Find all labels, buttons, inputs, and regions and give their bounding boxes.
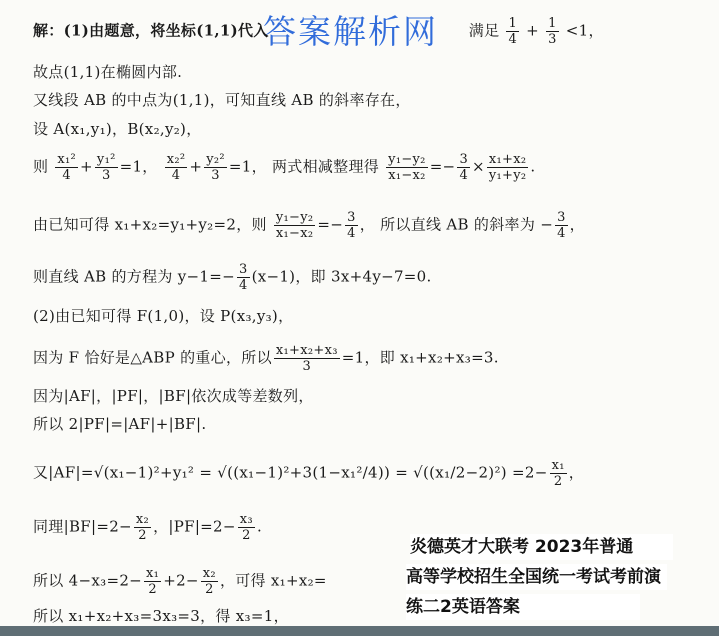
fraction: $\frac{\text{y₁−y₂}}{\text{x₁−x₂}}$ [275,210,314,241]
solution-line-9 [33,343,499,374]
fraction: $\frac{1}{4}$ [508,16,518,47]
fraction: $\frac{\text{x₂}}{2}$ [135,512,150,543]
fraction: $\frac{\text{x₃}}{2}$ [239,512,253,543]
promo-text-line-3: 练二2英语答案 [406,594,640,620]
fraction: $\frac{3}{4}$ [459,152,469,183]
line-text: 同理|BF|=2− [33,517,132,536]
promo-text-line-1: 炎德英才大联考 2023年普通 [410,534,673,560]
solution-line-13: 同理|BF|=2− $\frac{\text{x₂}}{2}$ ，|PF|=2− $\frac{\text{x₃}}{2}$ . [33,512,263,543]
line-text: 则直线 AB 的方程为 y−1=− [33,267,235,286]
line-text: +2− [163,571,199,590]
promo-text-line-2: 高等学校招生全国统一考试考前演 [406,564,667,590]
line-text: 满足 [468,21,500,40]
line-text: (x−1)，即 3x+4y−7=0. [251,267,432,286]
line-text: ，可得 x₁+x₂= [219,571,327,590]
solution-line-10: 因为|AF|，|PF|，|BF|依次成等差数列， [33,387,314,405]
solution-line-11: 所以 2|PF|=|AF|+|BF|. [33,415,207,433]
line-text: 因为 F 恰好是△ABP 的重心，所以 [33,348,272,367]
solution-line-5: 则 $\frac{\text{x₁²}}{4}$ + $\frac{\text{y₁²}}{3}$ =1， $\frac{\text{x₂²}}{4}$ + $\frac{\text{y₂²}}{3}$ =1， 两式相减整理得 $\frac{\text{y₁−y₂}}{\text{x₁−x₂}}$ =− $\frac{3}{4}$ × $\frac{\text{x₁+x₂}}{\text{y₁+y₂}}$ . [33,152,536,183]
solution-line-12: 又|AF|=√(x₁−1)²+y₁² = √((x₁−1)²+3(1−x₁²/4)) = √((x₁/2−2)²) =2− $\frac{\text{x₁}}{2}$ ， [33,458,585,489]
fraction: $\frac{3}{4}$ [347,210,356,241]
fraction: $\frac{\text{y₁²}}{3}$ [96,152,116,183]
fraction: $\frac{\text{x₁+x₂+x₃}}{3}$ [275,343,338,374]
solution-line-1 [33,16,604,47]
fraction: $\frac{\text{y₂²}}{3}$ [206,152,225,183]
fraction: $\frac{\text{x₂}}{2}$ [202,566,216,597]
fraction: $\frac{\text{x₁}}{2}$ [551,458,565,489]
solution-line-8: (2)由已知可得 F(1,0)，设 P(x₃,y₃)， [33,307,294,325]
line-text: 则 [33,157,49,176]
fraction: $\frac{1}{3}$ [548,16,557,47]
bottom-bar [0,626,719,636]
line-text: <1， [565,21,604,40]
solution-line-3: 又线段 AB 的中点为(1,1)，可知直线 AB 的斜率存在， [33,91,411,109]
fraction: $\frac{\text{x₂²}}{4}$ [166,152,186,183]
solution-line-2: 故点(1,1)在椭圆内部. [33,63,183,81]
solution-line-4: 设 A(x₁,y₁)，B(x₂,y₂)， [33,120,202,138]
fraction: $\frac{\text{x₁+x₂}}{\text{y₁+y₂}}$ [488,152,527,183]
radical-expression: √((x₁−1)²+3(1−x₁²/4)) = √((x₁/2−2)²) [217,463,507,482]
line-text: =1，即 x₁+x₂+x₃=3. [341,348,499,367]
solution-line-7 [33,262,432,293]
fraction: $\frac{3}{4}$ [557,210,566,241]
watermark-logo: 答案解析网 [263,12,438,51]
line-text: =2− [511,463,548,482]
fraction: $\frac{\text{y₁−y₂}}{\text{x₁−x₂}}$ [388,152,426,183]
solution-line-14 [33,566,327,597]
fraction: $\frac{\text{x₁}}{2}$ [146,566,160,597]
line-text: 解：(1)由题意，将坐标(1,1)代入 [33,21,269,40]
line-text: ，|PF|=2− [153,517,236,536]
line-text: 由已知可得 x₁+x₂=y₁+y₂=2，则 [33,215,267,234]
fraction: $\frac{3}{4}$ [238,262,248,293]
solution-line-6: 由已知可得 x₁+x₂=y₁+y₂=2，则 $\frac{\text{y₁−y₂}}{\text{x₁−x₂}}$ =− $\frac{3}{4}$ ， 所以直线 AB 的斜率为 − $\frac{3}{4}$ ， [33,210,585,241]
solution-line-15: 所以 x₁+x₂+x₃=3x₃=3，得 x₃=1， [33,607,289,625]
fraction: $\frac{\text{x₁²}}{4}$ [57,152,77,183]
line-text: 所以 4−x₃=2− [33,571,143,590]
line-text: 所以直线 AB 的斜率为 [380,215,536,234]
plus-sign: + [526,21,539,40]
line-text: 两式相减整理得 [271,157,380,176]
line-text: 又|AF|=√(x₁−1)²+y₁² = [33,463,213,482]
